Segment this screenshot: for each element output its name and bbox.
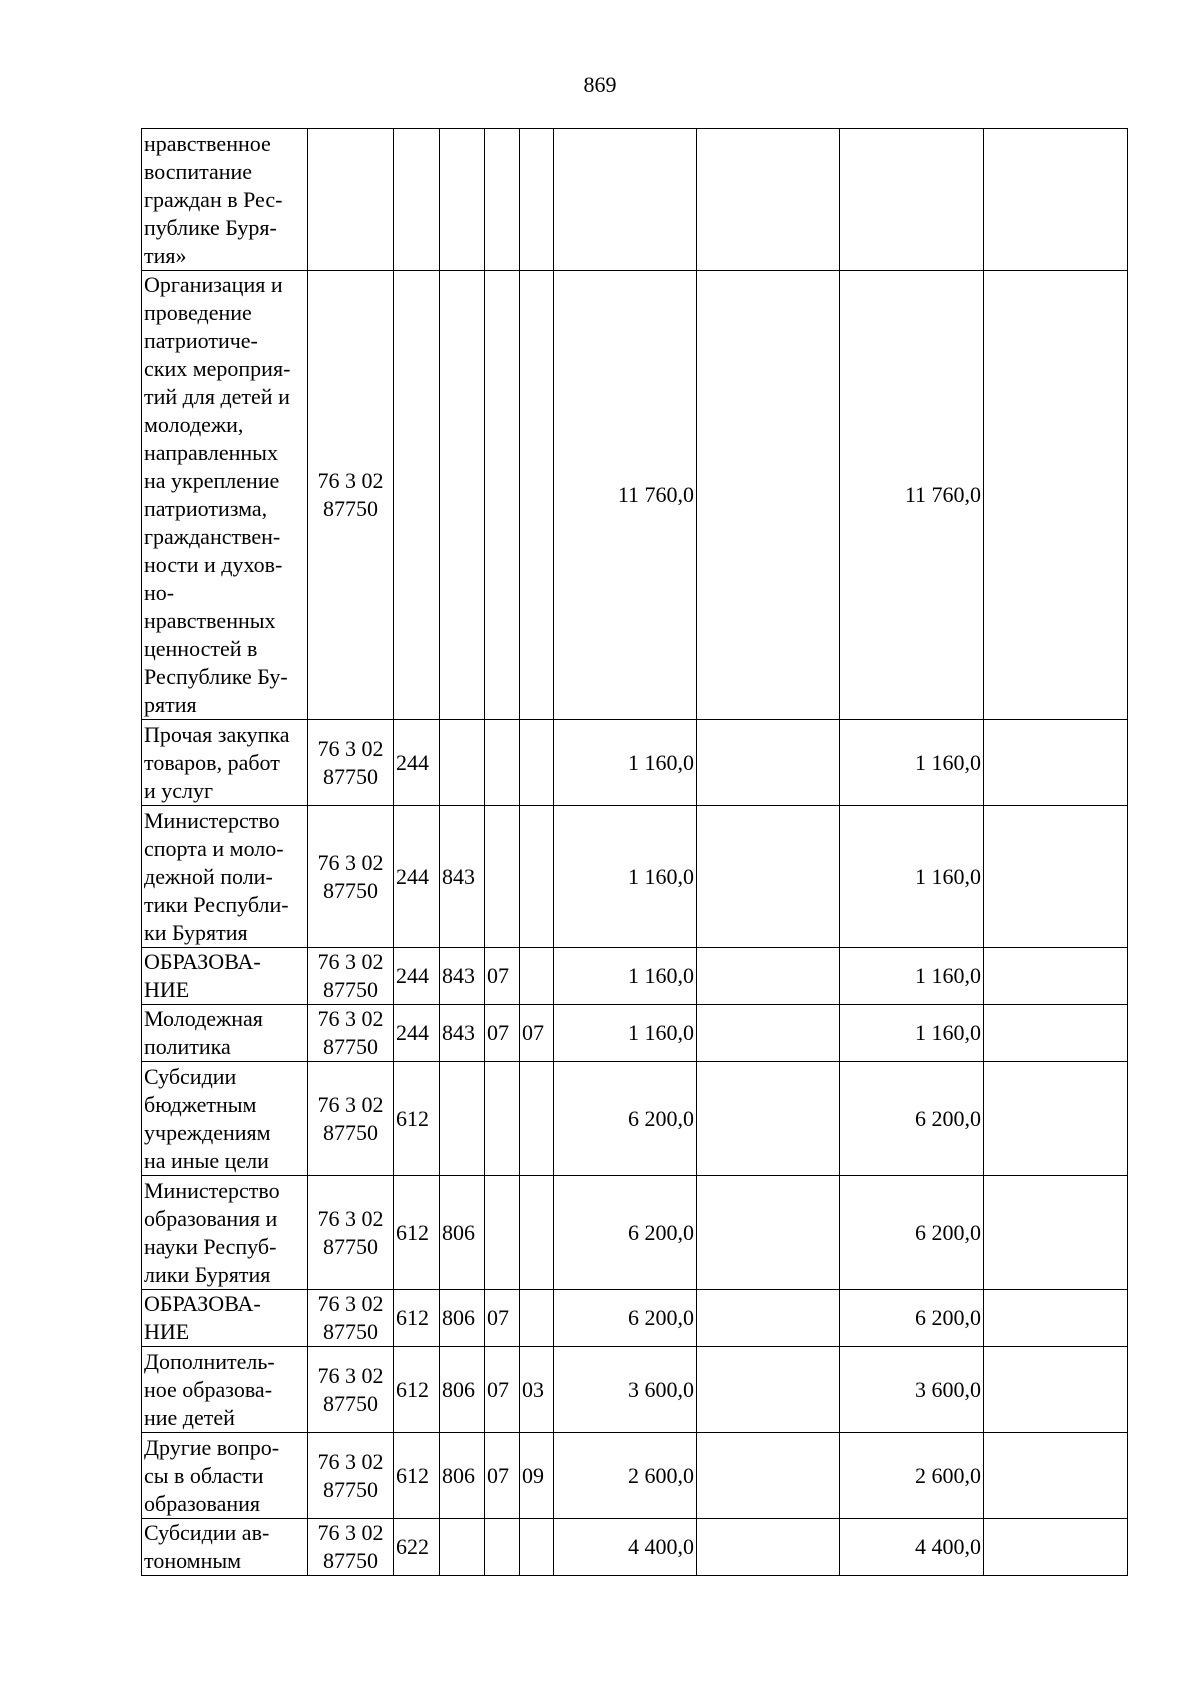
subsection-cell: 07 bbox=[520, 1005, 554, 1062]
expense-type-cell: 244 bbox=[394, 806, 440, 948]
row-name-line: Другие вопро- bbox=[144, 1434, 280, 1460]
expense-type-cell: 244 bbox=[394, 1005, 440, 1062]
amount-cell-4 bbox=[984, 1433, 1128, 1519]
expense-type-cell: 244 bbox=[394, 720, 440, 806]
amount-cell-3: 6 200,0 bbox=[840, 1290, 984, 1347]
target-code-cell bbox=[308, 129, 394, 271]
target-code-cell bbox=[308, 271, 394, 720]
row-name-line: ОБРАЗОВА- bbox=[144, 949, 261, 974]
subsection-cell bbox=[520, 1519, 554, 1576]
table-row bbox=[142, 1290, 1128, 1347]
target-code-line: 87750 bbox=[323, 763, 378, 789]
section-cell: 07 bbox=[485, 1290, 520, 1347]
target-code-cell bbox=[308, 1433, 394, 1519]
table-row bbox=[142, 271, 1128, 720]
ministry-code-cell bbox=[440, 1062, 485, 1176]
amount-cell-1: 2 600,0 bbox=[554, 1433, 697, 1519]
row-name-cell bbox=[142, 1062, 308, 1176]
ministry-code-cell bbox=[440, 720, 485, 806]
target-code-cell bbox=[308, 1062, 394, 1176]
row-name-line: ских мероприя- bbox=[144, 356, 291, 381]
row-name-line: спорта и моло- bbox=[144, 835, 284, 861]
table-row bbox=[142, 720, 1128, 806]
amount-cell-3: 4 400,0 bbox=[840, 1519, 984, 1576]
row-name-line: лики Бурятия bbox=[144, 1261, 271, 1287]
row-name-cell bbox=[142, 1519, 308, 1576]
amount-cell-1: 1 160,0 bbox=[554, 720, 697, 806]
row-name-line: Субсидии ав- bbox=[144, 1520, 270, 1545]
amount-cell-4 bbox=[984, 720, 1128, 806]
amount-cell-3: 1 160,0 bbox=[840, 806, 984, 948]
target-code-line: 76 3 02 bbox=[317, 1448, 384, 1474]
row-name-line: Прочая закупка bbox=[144, 721, 290, 747]
target-code-cell bbox=[308, 806, 394, 948]
amount-cell-4 bbox=[984, 1005, 1128, 1062]
section-cell bbox=[485, 129, 520, 271]
row-name-line: ки Бурятия bbox=[144, 919, 248, 945]
row-name-line: воспитание bbox=[144, 158, 253, 184]
row-name-line: НИЕ bbox=[144, 977, 190, 1002]
amount-cell-2 bbox=[697, 1290, 840, 1347]
row-name-line: Дополнитель- bbox=[144, 1348, 275, 1374]
table-row bbox=[142, 1519, 1128, 1576]
row-name-line: нравственное bbox=[144, 130, 271, 156]
amount-cell-1 bbox=[554, 129, 697, 271]
expense-type-cell: 612 bbox=[394, 1433, 440, 1519]
target-code-line: 76 3 02 bbox=[317, 1520, 384, 1545]
subsection-cell: 09 bbox=[520, 1433, 554, 1519]
row-name-line: ности и духов- bbox=[144, 552, 283, 577]
row-name-cell bbox=[142, 1290, 308, 1347]
target-code-cell bbox=[308, 1176, 394, 1290]
row-name-cell bbox=[142, 1176, 308, 1290]
row-name-cell bbox=[142, 720, 308, 806]
amount-cell-3: 11 760,0 bbox=[840, 271, 984, 720]
amount-cell-2 bbox=[697, 720, 840, 806]
row-name-cell bbox=[142, 1347, 308, 1433]
amount-cell-1: 3 600,0 bbox=[554, 1347, 697, 1433]
row-name-line: ние детей bbox=[144, 1404, 235, 1430]
row-name-line: тия» bbox=[144, 242, 187, 268]
amount-cell-2 bbox=[697, 129, 840, 271]
row-name-line: тономным bbox=[144, 1548, 242, 1573]
row-name-line: товаров, работ bbox=[144, 749, 280, 775]
row-name-line: НИЕ bbox=[144, 1319, 190, 1344]
table-row bbox=[142, 1005, 1128, 1062]
amount-cell-1: 4 400,0 bbox=[554, 1519, 697, 1576]
section-cell: 07 bbox=[485, 1005, 520, 1062]
target-code-line: 76 3 02 bbox=[317, 1205, 384, 1231]
amount-cell-4 bbox=[984, 1347, 1128, 1433]
target-code-cell bbox=[308, 1347, 394, 1433]
section-cell bbox=[485, 1176, 520, 1290]
target-code-cell bbox=[308, 948, 394, 1005]
target-code-line: 87750 bbox=[323, 877, 378, 903]
subsection-cell bbox=[520, 948, 554, 1005]
amount-cell-3: 6 200,0 bbox=[840, 1062, 984, 1176]
target-code-line: 76 3 02 bbox=[317, 1091, 384, 1117]
amount-cell-3: 2 600,0 bbox=[840, 1433, 984, 1519]
target-code-line: 87750 bbox=[323, 977, 378, 1002]
row-name-line: тий для детей и bbox=[144, 384, 290, 409]
budget-table bbox=[141, 128, 1128, 1576]
target-code-cell bbox=[308, 720, 394, 806]
subsection-cell bbox=[520, 1176, 554, 1290]
amount-cell-2 bbox=[697, 271, 840, 720]
subsection-cell bbox=[520, 806, 554, 948]
target-code-cell bbox=[308, 1519, 394, 1576]
row-name-line: образования и bbox=[144, 1205, 278, 1231]
row-name-line: Министерство bbox=[144, 1177, 280, 1203]
target-code-line: 87750 bbox=[323, 496, 378, 521]
ministry-code-cell: 843 bbox=[440, 1005, 485, 1062]
subsection-cell bbox=[520, 129, 554, 271]
amount-cell-4 bbox=[984, 806, 1128, 948]
row-name-cell bbox=[142, 806, 308, 948]
amount-cell-2 bbox=[697, 1519, 840, 1576]
target-code-line: 87750 bbox=[323, 1034, 378, 1059]
expense-type-cell: 612 bbox=[394, 1176, 440, 1290]
section-cell bbox=[485, 806, 520, 948]
amount-cell-3: 6 200,0 bbox=[840, 1176, 984, 1290]
amount-cell-1: 6 200,0 bbox=[554, 1176, 697, 1290]
amount-cell-1: 6 200,0 bbox=[554, 1062, 697, 1176]
row-name-cell bbox=[142, 1005, 308, 1062]
row-name-cell bbox=[142, 948, 308, 1005]
amount-cell-2 bbox=[697, 1433, 840, 1519]
ministry-code-cell bbox=[440, 271, 485, 720]
expense-type-cell: 612 bbox=[394, 1347, 440, 1433]
row-name-line: Министерство bbox=[144, 807, 280, 833]
row-name-cell bbox=[142, 1433, 308, 1519]
target-code-line: 76 3 02 bbox=[317, 735, 384, 761]
row-name-line: направленных bbox=[144, 440, 278, 465]
ministry-code-cell bbox=[440, 1519, 485, 1576]
row-name-cell bbox=[142, 271, 308, 720]
amount-cell-3: 1 160,0 bbox=[840, 948, 984, 1005]
target-code-line: 87750 bbox=[323, 1319, 378, 1344]
expense-type-cell bbox=[394, 129, 440, 271]
target-code-line: 76 3 02 bbox=[317, 1362, 384, 1388]
section-cell bbox=[485, 1519, 520, 1576]
row-name-line: гражданствен- bbox=[144, 524, 281, 549]
amount-cell-2 bbox=[697, 1347, 840, 1433]
row-name-line: нравственных bbox=[144, 608, 276, 633]
row-name-line: Субсидии bbox=[144, 1063, 237, 1089]
row-name-line: проведение bbox=[144, 300, 252, 325]
row-name-line: граждан в Рес- bbox=[144, 186, 283, 212]
expense-type-cell: 612 bbox=[394, 1290, 440, 1347]
amount-cell-1: 1 160,0 bbox=[554, 806, 697, 948]
expense-type-cell: 622 bbox=[394, 1519, 440, 1576]
subsection-cell: 03 bbox=[520, 1347, 554, 1433]
row-name-line: патриотизма, bbox=[144, 496, 268, 521]
target-code-line: 87750 bbox=[323, 1233, 378, 1259]
amount-cell-1: 1 160,0 bbox=[554, 948, 697, 1005]
section-cell: 07 bbox=[485, 1347, 520, 1433]
page-number: 869 bbox=[583, 72, 617, 97]
subsection-cell bbox=[520, 271, 554, 720]
amount-cell-4 bbox=[984, 1176, 1128, 1290]
table-row bbox=[142, 1347, 1128, 1433]
expense-type-cell: 612 bbox=[394, 1062, 440, 1176]
row-name-line: но- bbox=[144, 580, 175, 605]
amount-cell-3: 3 600,0 bbox=[840, 1347, 984, 1433]
row-name-line: молодежи, bbox=[144, 412, 244, 437]
table-row bbox=[142, 1062, 1128, 1176]
target-code-line: 76 3 02 bbox=[317, 468, 384, 493]
amount-cell-3: 1 160,0 bbox=[840, 1005, 984, 1062]
row-name-line: ное образова- bbox=[144, 1376, 273, 1402]
amount-cell-4 bbox=[984, 948, 1128, 1005]
amount-cell-4 bbox=[984, 271, 1128, 720]
table-row bbox=[142, 806, 1128, 948]
row-name-line: Организация и bbox=[144, 272, 283, 297]
amount-cell-2 bbox=[697, 1176, 840, 1290]
amount-cell-2 bbox=[697, 1005, 840, 1062]
table-row bbox=[142, 129, 1128, 271]
ministry-code-cell: 806 bbox=[440, 1347, 485, 1433]
section-cell bbox=[485, 271, 520, 720]
amount-cell-1: 11 760,0 bbox=[554, 271, 697, 720]
section-cell bbox=[485, 720, 520, 806]
table-body bbox=[142, 129, 1128, 1576]
row-name-line: Молодежная bbox=[144, 1006, 263, 1031]
table-row bbox=[142, 1176, 1128, 1290]
amount-cell-4 bbox=[984, 129, 1128, 271]
subsection-cell bbox=[520, 1062, 554, 1176]
subsection-cell bbox=[520, 1290, 554, 1347]
row-name-cell bbox=[142, 129, 308, 271]
expense-type-cell: 244 bbox=[394, 948, 440, 1005]
amount-cell-2 bbox=[697, 948, 840, 1005]
target-code-line: 87750 bbox=[323, 1119, 378, 1145]
amount-cell-4 bbox=[984, 1062, 1128, 1176]
section-cell: 07 bbox=[485, 1433, 520, 1519]
row-name-line: ОБРАЗОВА- bbox=[144, 1291, 261, 1316]
subsection-cell bbox=[520, 720, 554, 806]
row-name-line: бюджетным bbox=[144, 1091, 257, 1117]
target-code-line: 76 3 02 bbox=[317, 1006, 384, 1031]
row-name-line: политика bbox=[144, 1034, 231, 1059]
row-name-line: дежной поли- bbox=[144, 863, 273, 889]
ministry-code-cell: 843 bbox=[440, 948, 485, 1005]
table-row bbox=[142, 948, 1128, 1005]
row-name-line: ценностей в bbox=[144, 636, 258, 661]
expense-type-cell bbox=[394, 271, 440, 720]
row-name-line: патриотиче- bbox=[144, 328, 258, 353]
target-code-line: 76 3 02 bbox=[317, 849, 384, 875]
target-code-line: 87750 bbox=[323, 1476, 378, 1502]
row-name-line: тики Республи- bbox=[144, 891, 289, 917]
row-name-line: и услуг bbox=[144, 777, 214, 803]
target-code-line: 76 3 02 bbox=[317, 949, 384, 974]
row-name-line: учреждениям bbox=[144, 1119, 271, 1145]
ministry-code-cell bbox=[440, 129, 485, 271]
amount-cell-4 bbox=[984, 1519, 1128, 1576]
amount-cell-2 bbox=[697, 806, 840, 948]
row-name-line: на иные цели bbox=[144, 1147, 269, 1173]
target-code-line: 76 3 02 bbox=[317, 1291, 384, 1316]
target-code-cell bbox=[308, 1005, 394, 1062]
amount-cell-2 bbox=[697, 1062, 840, 1176]
amount-cell-3 bbox=[840, 129, 984, 271]
row-name-line: образования bbox=[144, 1490, 261, 1516]
target-code-line: 87750 bbox=[323, 1548, 378, 1573]
target-code-cell bbox=[308, 1290, 394, 1347]
row-name-line: сы в области bbox=[144, 1462, 264, 1488]
section-cell: 07 bbox=[485, 948, 520, 1005]
row-name-line: науки Респуб- bbox=[144, 1233, 277, 1259]
amount-cell-3: 1 160,0 bbox=[840, 720, 984, 806]
ministry-code-cell: 806 bbox=[440, 1176, 485, 1290]
target-code-line: 87750 bbox=[323, 1390, 378, 1416]
table-row bbox=[142, 1433, 1128, 1519]
amount-cell-4 bbox=[984, 1290, 1128, 1347]
row-name-line: рятия bbox=[144, 692, 197, 717]
section-cell bbox=[485, 1062, 520, 1176]
amount-cell-1: 6 200,0 bbox=[554, 1290, 697, 1347]
amount-cell-1: 1 160,0 bbox=[554, 1005, 697, 1062]
ministry-code-cell: 806 bbox=[440, 1290, 485, 1347]
ministry-code-cell: 806 bbox=[440, 1433, 485, 1519]
ministry-code-cell: 843 bbox=[440, 806, 485, 948]
row-name-line: на укрепление bbox=[144, 468, 280, 493]
row-name-line: публике Буря- bbox=[144, 214, 277, 240]
row-name-line: Республике Бу- bbox=[144, 664, 288, 689]
